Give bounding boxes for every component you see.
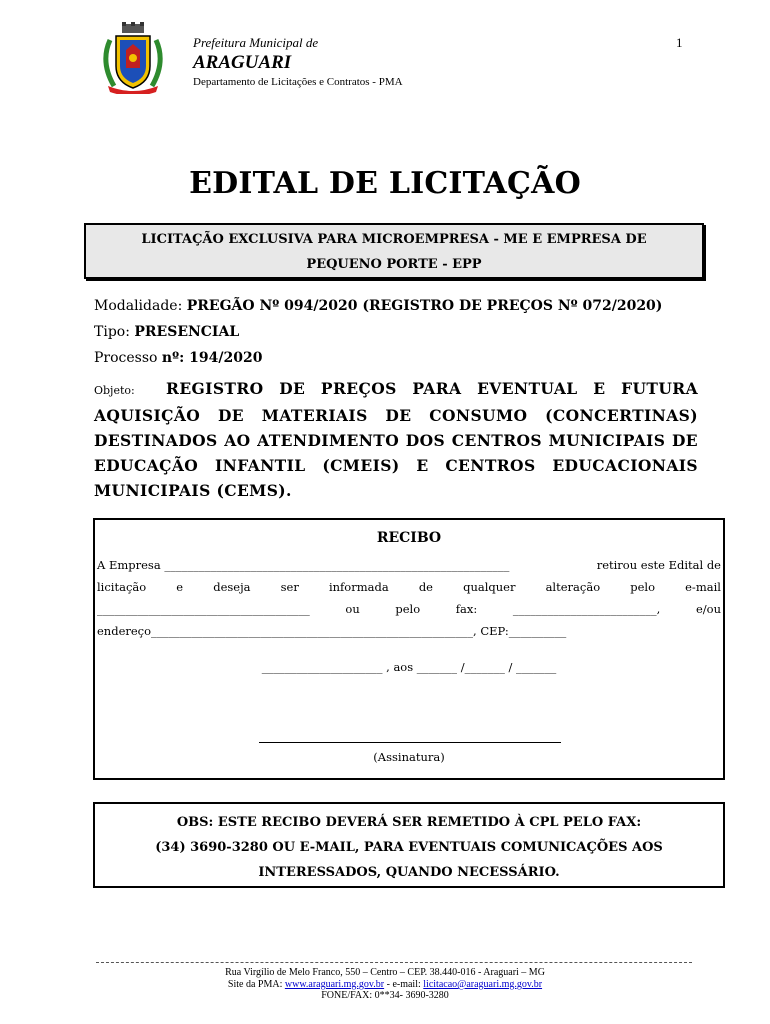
footer-links — [0, 979, 770, 990]
obs-line-3: INTERESSADOS, QUANDO NECESSÁRIO. — [258, 865, 560, 880]
objeto-value: REGISTRO DE PREÇOS PARA EVENTUAL E FUTURA AQUISIÇÃO DE MATERIAIS DE CONSUMO (CONCERTINAS) DESTINADOS AO ATENDIMENTO DOS CENTROS MUNICIPAIS DE EDUCAÇÃO INFANTIL (CMEIS) E CENTROS EDUCACIONAIS MUNICIPAIS (CEMS). — [94, 379, 698, 500]
footer-email-link[interactable]: licitacao@araguari.mg.gov.br — [423, 979, 543, 990]
tipo-row — [94, 324, 239, 340]
email-blank: _____________________________________ — [97, 602, 310, 616]
recibo-word: e — [176, 580, 184, 594]
processo-row — [94, 350, 262, 366]
signature-label: (Assinatura) — [373, 750, 445, 764]
recibo-word: ou — [345, 602, 360, 616]
footer-address: Rua Virgílio de Melo Franco, 550 – Centro – CEP. 38.440-016 - Araguari – MG — [225, 967, 545, 978]
exclusive-line-1: LICITAÇÃO EXCLUSIVA PARA MICROEMPRESA - ME E EMPRESA DE — [141, 232, 647, 247]
recibo-word: licitação — [97, 580, 147, 594]
footer-divider — [96, 962, 692, 963]
exclusive-line-2: PEQUENO PORTE - EPP — [306, 257, 482, 272]
fax-blank: _________________________, — [512, 602, 661, 616]
recibo-date-line: _____________________ , aos _______ /_______ / _______ — [261, 660, 557, 674]
header-department: Departamento de Licitações e Contratos - PMA — [193, 76, 403, 88]
recibo-title: RECIBO — [376, 530, 442, 546]
recibo-line-4: endereço________________________________________________________, CEP:__________ — [97, 624, 567, 638]
obs-line-2: (34) 3690-3280 OU E-MAIL, PARA EVENTUAIS COMUNICAÇÕES AOS — [155, 840, 663, 855]
footer-email-label: - e-mail: — [384, 979, 424, 990]
footer-phone: FONE/FAX: 0**34- 3690-3280 — [321, 990, 449, 1001]
modalidade-row — [94, 298, 662, 314]
recibo-box — [93, 518, 725, 780]
footer-site-link[interactable]: www.araguari.mg.gov.br — [284, 979, 385, 990]
recibo-word: pelo — [630, 580, 656, 594]
header-prefeitura: Prefeitura Municipal de — [193, 35, 319, 50]
obs-box — [93, 802, 725, 888]
recibo-line-1-end: retirou este Edital de — [596, 558, 721, 572]
recibo-word: e-mail — [685, 580, 721, 594]
processo-value: nº: 194/2020 — [161, 350, 263, 366]
recibo-word: qualquer — [463, 580, 516, 594]
tipo-value: PRESENCIAL — [134, 324, 240, 340]
tipo-label: Tipo: — [94, 324, 135, 340]
recibo-word: deseja — [213, 580, 251, 594]
objeto-paragraph — [94, 376, 698, 503]
page-title: EDITAL DE LICITAÇÃO — [189, 166, 581, 201]
modalidade-value: PREGÃO Nº 094/2020 (REGISTRO DE PREÇOS Nº 072/2020) — [186, 298, 663, 314]
processo-label: Processo — [94, 350, 162, 366]
araguari-coat-of-arms-icon — [98, 22, 168, 94]
header-city: ARAGUARI — [193, 52, 292, 73]
recibo-word: alteração — [545, 580, 601, 594]
recibo-word: de — [418, 580, 433, 594]
recibo-line-3 — [97, 602, 721, 616]
recibo-line-1-start: A Empresa ____________________________________________________________ — [97, 558, 510, 572]
objeto-label: Objeto: — [94, 384, 135, 397]
obs-line-1: OBS: ESTE RECIBO DEVERÁ SER REMETIDO À CPL PELO FAX: — [176, 815, 642, 830]
recibo-word: informada — [328, 580, 389, 594]
page-number: 1 — [676, 35, 683, 50]
recibo-line-1 — [97, 558, 721, 572]
recibo-word: e/ou — [695, 602, 721, 616]
recibo-word: ser — [280, 580, 299, 594]
recibo-word: pelo — [395, 602, 421, 616]
recibo-word: fax: — [455, 602, 478, 616]
footer-site-label: Site da PMA: — [227, 979, 285, 990]
recibo-line-2 — [97, 580, 721, 594]
signature-line — [259, 742, 561, 743]
modalidade-label: Modalidade: — [94, 298, 187, 314]
exclusive-notice-box — [84, 223, 704, 279]
